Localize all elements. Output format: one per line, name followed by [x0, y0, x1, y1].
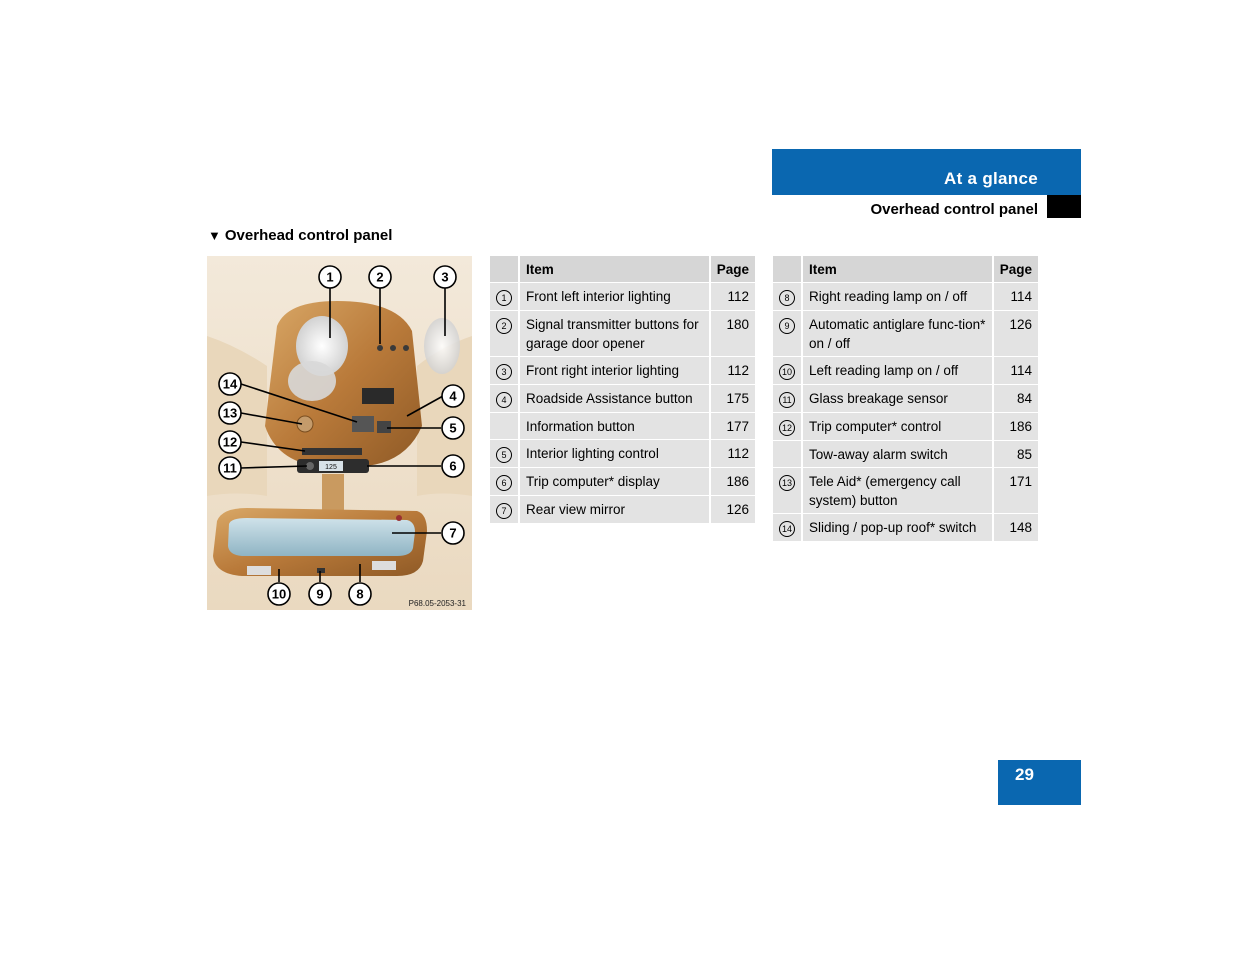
item-number-badge: 12 — [779, 420, 795, 436]
table-row — [490, 413, 755, 439]
item-description-cell: Automatic antiglare func-tion* on / off — [803, 311, 992, 356]
item-number-cell — [773, 311, 803, 356]
item-page-cell: 112 — [709, 283, 755, 310]
table-header-row — [490, 256, 755, 282]
item-number-badge: 4 — [496, 392, 512, 408]
item-page-cell: 114 — [992, 357, 1038, 384]
svg-text:9: 9 — [316, 586, 324, 602]
item-number-cell — [490, 496, 520, 523]
item-page-cell: 186 — [709, 468, 755, 495]
callout-12 — [219, 431, 241, 453]
parts-table-right-body — [773, 256, 1038, 541]
parts-table-left — [490, 255, 755, 524]
item-number-badge: 2 — [496, 318, 512, 334]
item-page-cell: 85 — [992, 441, 1038, 467]
callout-2 — [369, 266, 391, 288]
item-number-cell — [773, 357, 803, 384]
overhead-panel-illustration — [207, 256, 472, 610]
header-item-cell: Item — [803, 256, 992, 282]
antiglare-button — [317, 568, 325, 573]
header-item-cell: Item — [520, 256, 709, 282]
table-header-row — [773, 256, 1038, 282]
sensor-dot — [306, 462, 314, 470]
callout-4 — [442, 385, 464, 407]
item-page-cell: 148 — [992, 514, 1038, 541]
section-title: Overhead control panel — [870, 201, 1038, 218]
item-description-cell: Roadside Assistance button — [520, 385, 709, 412]
item-description-cell: Signal transmitter buttons for garage door opener — [520, 311, 709, 356]
item-number-cell — [490, 385, 520, 412]
item-number-cell — [773, 468, 803, 513]
table-row — [773, 357, 1038, 384]
table-row — [773, 311, 1038, 356]
svg-text:3: 3 — [441, 269, 449, 285]
page-number-box — [998, 760, 1081, 805]
transmitter-button-1 — [377, 345, 383, 351]
trip-computer-display-text: 125 — [325, 464, 337, 471]
table-row — [773, 283, 1038, 310]
item-page-cell: 186 — [992, 413, 1038, 440]
left-lamp-lower — [288, 361, 336, 401]
item-page-cell: 177 — [709, 413, 755, 439]
svg-text:14: 14 — [222, 376, 238, 392]
overhead-panel-drawing — [207, 256, 472, 610]
item-description-cell: Front left interior lighting — [520, 283, 709, 310]
item-number-badge: 13 — [779, 475, 795, 491]
callout-1 — [319, 266, 341, 288]
table-row — [490, 283, 755, 310]
lighting-control — [377, 421, 391, 433]
header-page-cell: Page — [709, 256, 755, 282]
callout-13 — [219, 402, 241, 424]
item-page-cell: 84 — [992, 385, 1038, 412]
section-bar — [772, 195, 1081, 218]
chapter-title: At a glance — [944, 169, 1038, 188]
header-page-cell: Page — [992, 256, 1038, 282]
table-row — [490, 385, 755, 412]
item-number-badge: 6 — [496, 475, 512, 491]
svg-text:1: 1 — [326, 269, 334, 285]
item-description-cell: Tow-away alarm switch — [803, 441, 992, 467]
header-number-cell — [490, 256, 520, 282]
item-number-badge: 14 — [779, 521, 795, 537]
svg-text:7: 7 — [449, 525, 457, 541]
item-number-cell — [490, 283, 520, 310]
item-number-cell — [490, 468, 520, 495]
item-description-cell: Right reading lamp on / off — [803, 283, 992, 310]
left-reading-lamp — [247, 566, 271, 575]
svg-text:12: 12 — [222, 434, 238, 450]
triangle-marker-icon: ▼ — [208, 228, 221, 243]
item-number-cell — [773, 283, 803, 310]
svg-text:8: 8 — [356, 586, 364, 602]
item-number-badge: 8 — [779, 290, 795, 306]
svg-text:13: 13 — [222, 405, 238, 421]
item-number-cell — [773, 413, 803, 440]
table-row — [773, 468, 1038, 513]
table-row — [490, 496, 755, 523]
item-page-cell: 114 — [992, 283, 1038, 310]
chapter-tab — [772, 149, 1081, 195]
callout-14 — [219, 373, 241, 395]
item-page-cell: 112 — [709, 357, 755, 384]
table-row — [490, 440, 755, 467]
item-number-badge: 9 — [779, 318, 795, 334]
item-number-cell — [773, 514, 803, 541]
item-number-cell — [490, 413, 520, 439]
item-page-cell: 112 — [709, 440, 755, 467]
svg-text:2: 2 — [376, 269, 384, 285]
item-number-badge: 1 — [496, 290, 512, 306]
item-page-cell: 126 — [992, 311, 1038, 356]
callout-7 — [442, 522, 464, 544]
item-number-cell — [490, 440, 520, 467]
callout-8 — [349, 583, 371, 605]
item-number-cell — [773, 385, 803, 412]
item-description-cell: Left reading lamp on / off — [803, 357, 992, 384]
item-page-cell: 175 — [709, 385, 755, 412]
page-number: 29 — [1015, 765, 1034, 784]
svg-text:4: 4 — [449, 388, 457, 404]
item-number-badge: 3 — [496, 364, 512, 380]
item-number-cell — [773, 441, 803, 467]
transmitter-button-2 — [390, 345, 396, 351]
table-row — [773, 514, 1038, 541]
callout-6 — [442, 455, 464, 477]
mirror-glass — [228, 518, 415, 556]
item-number-cell — [490, 357, 520, 384]
heading-title: Overhead control panel — [224, 227, 393, 244]
callout-11 — [219, 457, 241, 479]
item-description-cell: Sliding / pop-up roof* switch — [803, 514, 992, 541]
mirror-mount — [322, 474, 344, 512]
svg-text:6: 6 — [449, 458, 457, 474]
callout-5 — [442, 417, 464, 439]
transmitter-button-3 — [403, 345, 409, 351]
item-number-badge: 5 — [496, 447, 512, 463]
item-description-cell: Trip computer* control — [803, 413, 992, 440]
trip-computer-control — [302, 448, 362, 455]
item-description-cell: Glass breakage sensor — [803, 385, 992, 412]
callout-10 — [268, 583, 290, 605]
item-number-cell — [490, 311, 520, 356]
item-description-cell: Tele Aid* (emergency call system) button — [803, 468, 992, 513]
item-number-badge: 11 — [779, 392, 795, 408]
table-row — [490, 357, 755, 384]
glass-breakage-sensor — [362, 388, 394, 404]
table-row — [773, 441, 1038, 467]
item-description-cell: Interior lighting control — [520, 440, 709, 467]
item-page-cell: 171 — [992, 468, 1038, 513]
page-heading — [208, 227, 392, 244]
svg-text:11: 11 — [223, 460, 237, 476]
callout-3 — [434, 266, 456, 288]
roof-switch — [352, 416, 374, 432]
table-row — [490, 311, 755, 356]
item-description-cell: Front right interior lighting — [520, 357, 709, 384]
item-page-cell: 126 — [709, 496, 755, 523]
svg-text:10: 10 — [271, 586, 287, 602]
item-description-cell: Information button — [520, 413, 709, 439]
table-row — [773, 385, 1038, 412]
table-row — [773, 413, 1038, 440]
item-number-badge: 7 — [496, 503, 512, 519]
item-number-badge: 10 — [779, 364, 795, 380]
mirror-indicator — [396, 515, 402, 521]
right-reading-lamp — [372, 561, 396, 570]
header-number-cell — [773, 256, 803, 282]
section-marker — [1047, 195, 1081, 218]
item-description-cell: Trip computer* display — [520, 468, 709, 495]
item-page-cell: 180 — [709, 311, 755, 356]
table-row — [490, 468, 755, 495]
front-right-lamp — [424, 318, 460, 374]
callout-9 — [309, 583, 331, 605]
item-description-cell: Rear view mirror — [520, 496, 709, 523]
svg-text:5: 5 — [449, 420, 457, 436]
figure-code: P68.05-2053-31 — [408, 599, 466, 608]
parts-table-right — [773, 255, 1038, 542]
parts-table-left-body — [490, 256, 755, 523]
